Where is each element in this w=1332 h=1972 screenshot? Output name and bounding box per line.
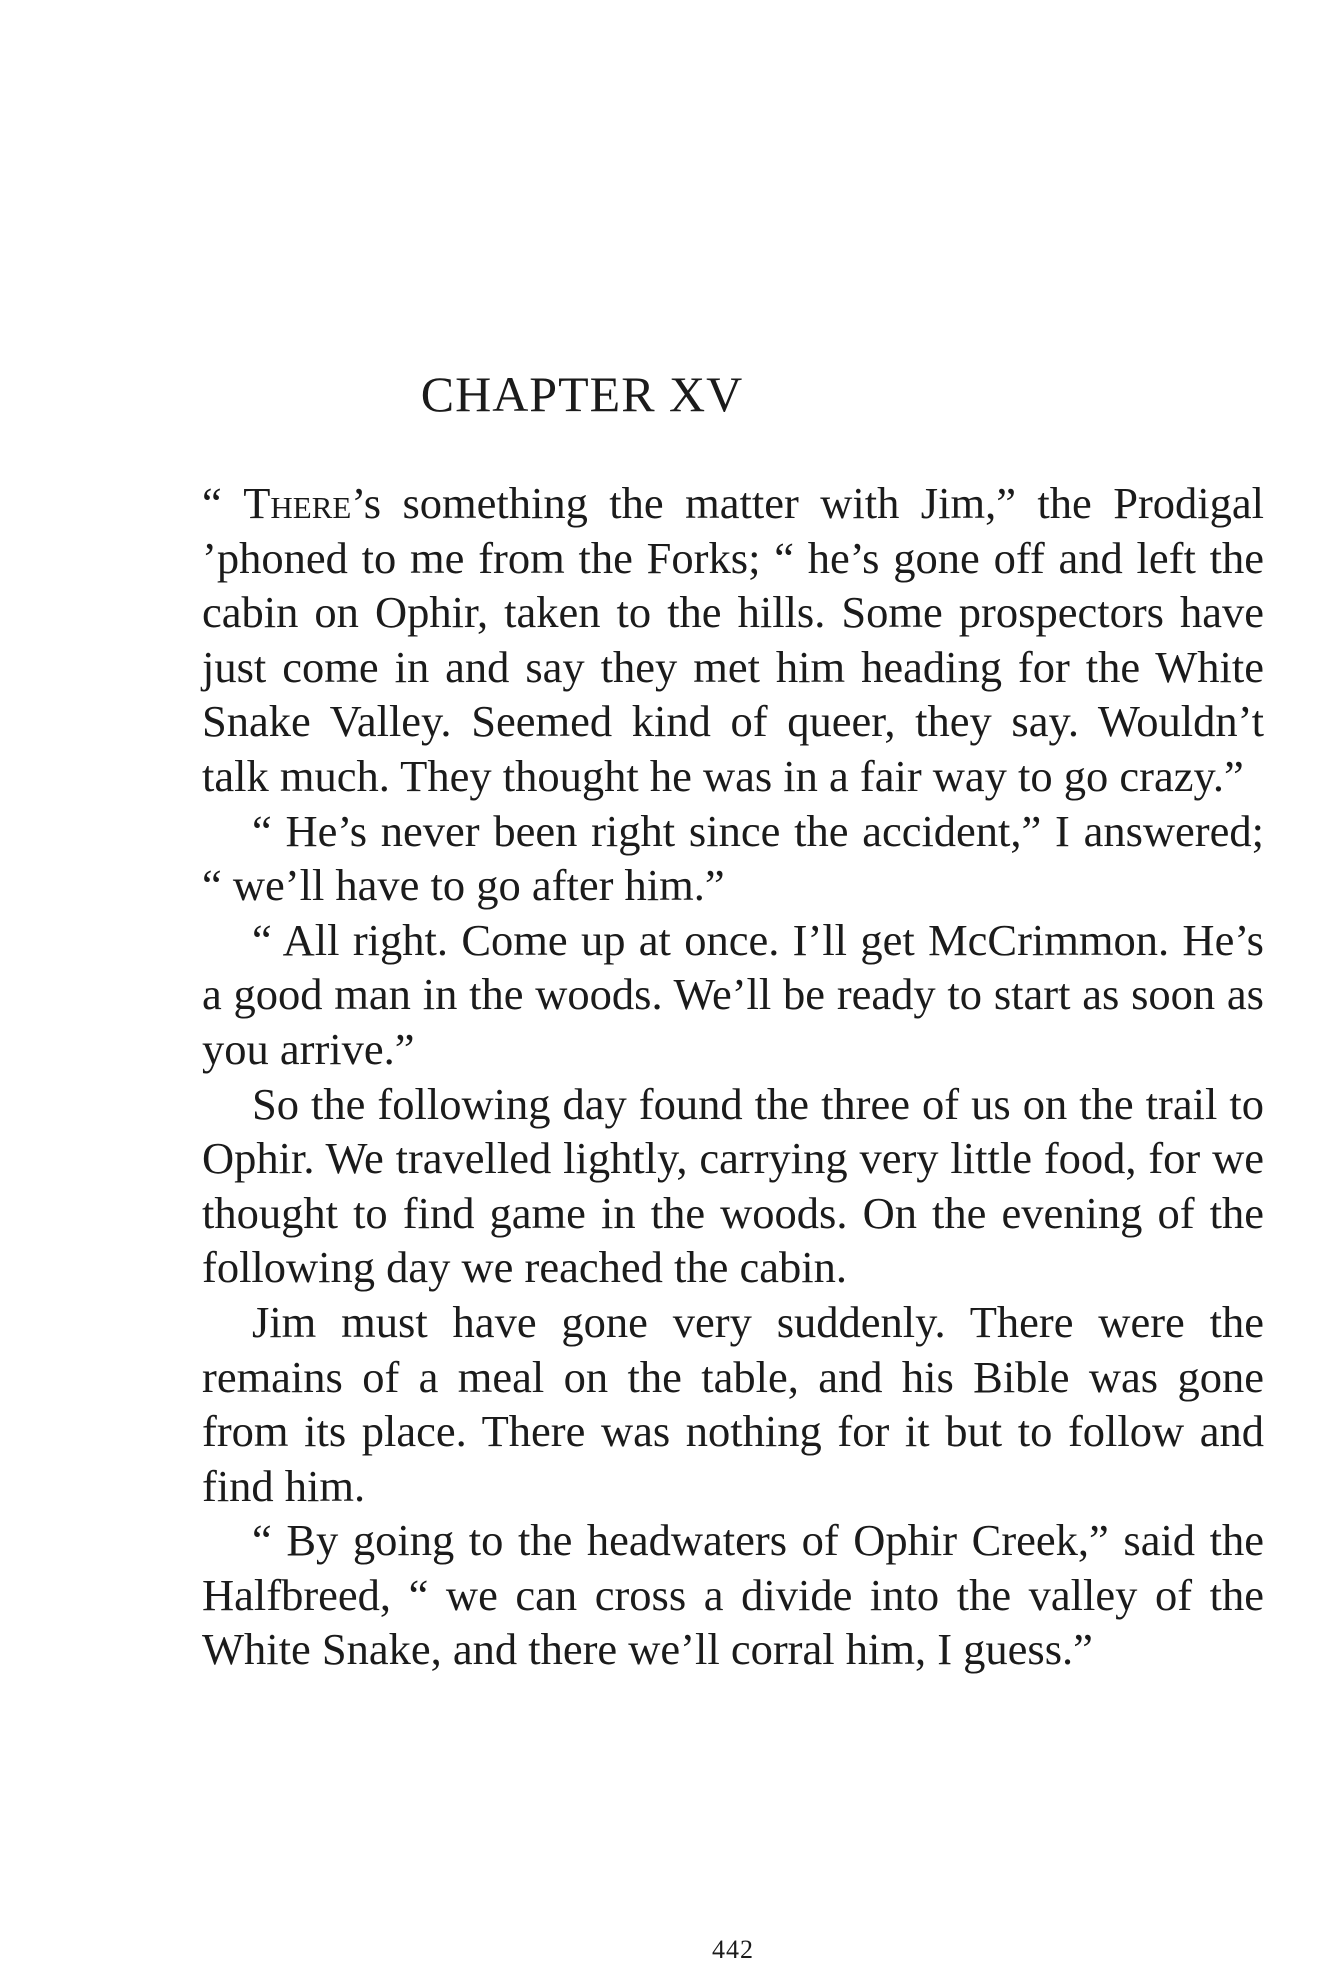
paragraph-1-text: ’s something the matter with Jim,” the Prodigal ’phoned to me from the Forks; “ he’s gone off and left the cabin on Ophir, taken to the hills. Some prospectors have just come in and say they met him heading for the White Snake Valley. Seemed kind of queer, they say. Wouldn’t talk much. They thought he was in a fair way to go crazy.” <box>202 478 1264 801</box>
opening-quote: “ <box>202 478 244 528</box>
page-number: 442 <box>712 1935 754 1964</box>
paragraph-6: “ By going to the headwaters of Ophir Creek,” said the Halfbreed, “ we can cross a divide into the valley of the White Snake, and there we’ll corral him, I guess.” <box>202 1515 1264 1675</box>
paragraph-1 <box>202 476 1264 804</box>
paragraph-5: Jim must have gone very suddenly. There were the remains of a meal on the table, and his Bible was gone from its place. There was nothing for it but to follow and find him. <box>202 1296 1264 1511</box>
paragraph-2: “ He’s never been right since the accident,” I answered; “ we’ll have to go after him.” <box>202 805 1264 911</box>
paragraph-4: So the following day found the three of us on the trail to Ophir. We travelled lightly, carrying very little food, for we thought to find game in the woods. On the evening of the following day we reached the cabin. <box>202 1078 1264 1293</box>
chapter-title: CHAPTER XV <box>420 366 744 422</box>
opening-word-small-caps: There <box>243 478 352 528</box>
chapter-body <box>202 476 1264 1677</box>
paragraph-3: “ All right. Come up at once. I’ll get McCrimmon. He’s a good man in the woods. We’ll be ready to start as soon as you arrive.” <box>202 914 1264 1074</box>
